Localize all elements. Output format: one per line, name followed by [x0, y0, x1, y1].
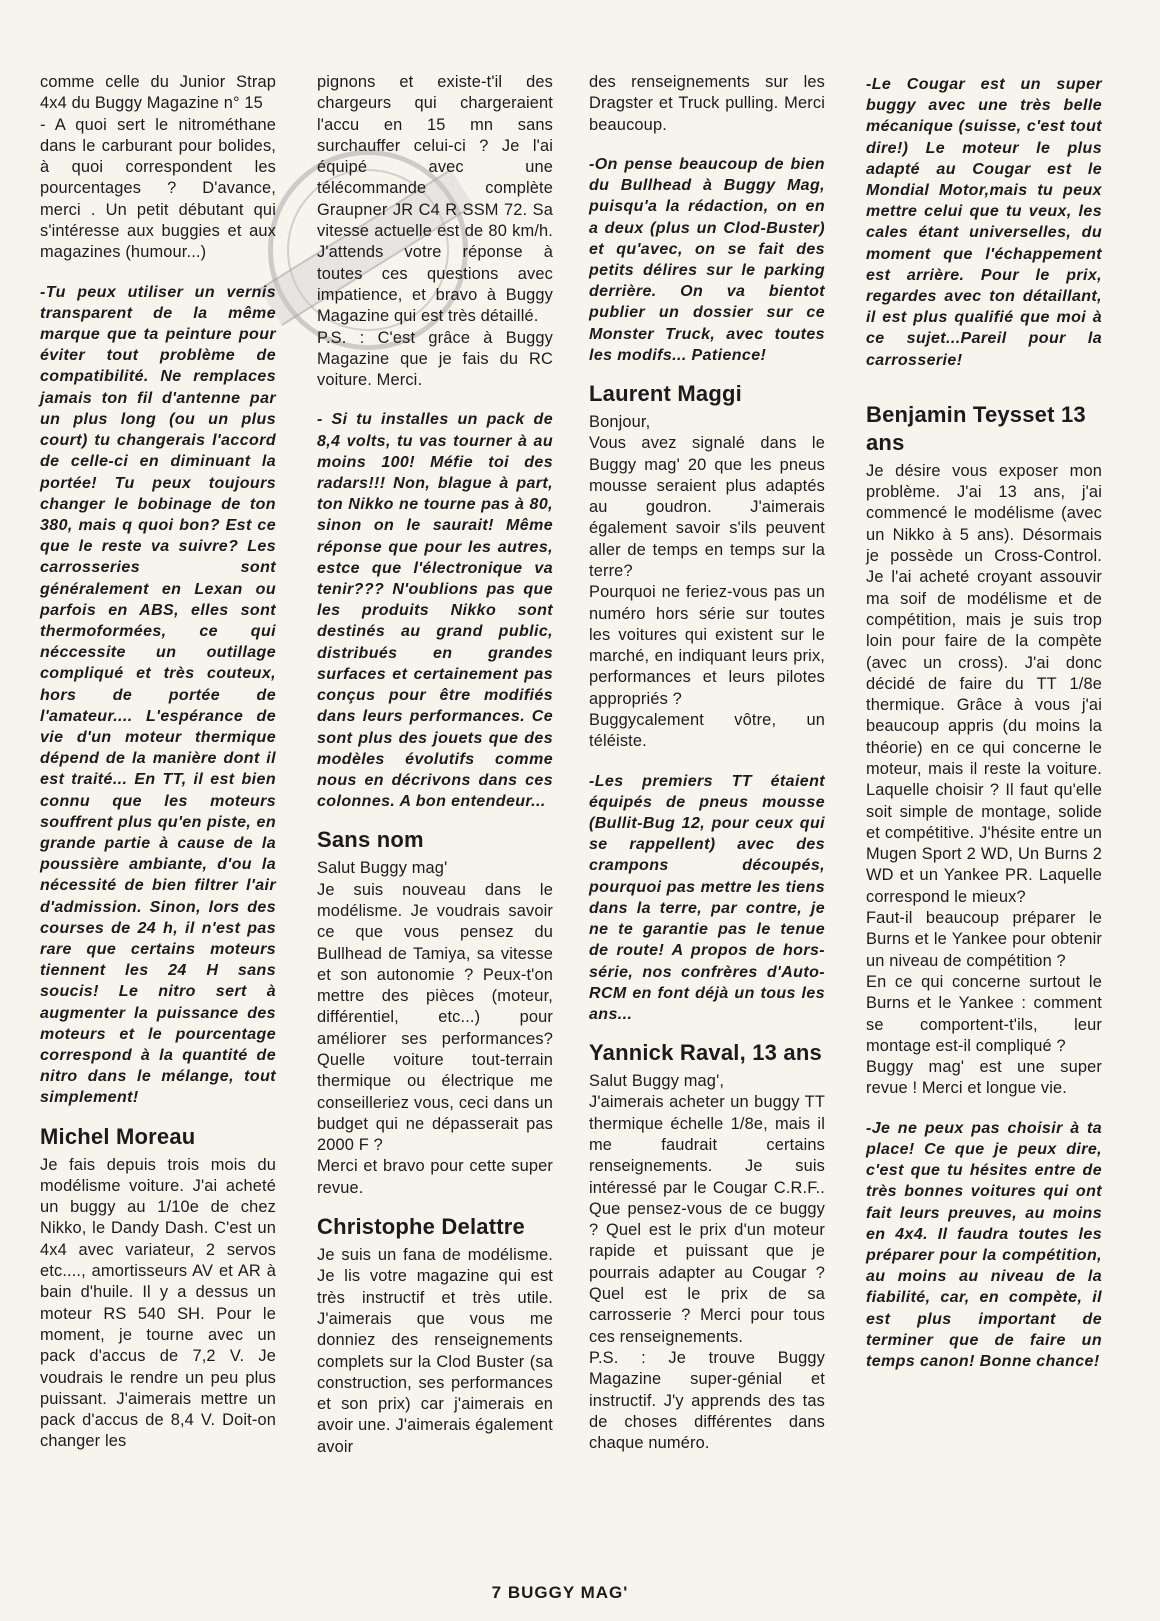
letter-text: J'aimerais acheter un buggy TT thermique échelle 1/8e, mais il me faudrait certains renseignements. Je suis intéressé par le Cougar C.R.F.. Que pensez-vous de ce buggy ? Quel est le prix d'un moteur rapide et puissant que je pourrais adapter au Cougar ? Quel est le prix de sa carrosserie ? Merci pour tous ces renseignements. — [589, 1093, 825, 1346]
letter-text: Vous avez signalé dans le Buggy mag' 20 que les pneus mousse seraient plus adaptés au goudron. J'aimerais également savoir s'ils peuvent aller de temps en temps sur la terre? — [589, 434, 825, 580]
letter-text: Pourquoi ne feriez-vous pas un numéro hors série sur toutes les voitures qui existent sur le marché, en indiquant leurs prix, performances et leurs pilotes appropriés ? — [589, 583, 825, 708]
letter-text: En ce qui concerne surtout le Burns et le Yankee : comment se comportent-t'ils, leur montage est-il compliqué ? — [866, 972, 1102, 1055]
letter-text: - A quoi sert le nitrométhane dans le carburant pour bolides, à quoi correspondent les pourcentages ? D'avance, merci . Un petit débutant qui s'intéresse aux buggies et aux magazines (humour...) — [40, 115, 276, 262]
editor-answer: -Le Cougar est un super buggy avec une très belle mécanique (suisse, c'est tout dire!) Le moteur le plus adapté au Cougar est le Mondial Motor,mais tu peux mettre celui que tu veux, les cales étant universelles, du moment que l'échappement est arrière. Pour le prix, regardes avec ton détaillant, il est plus qualifié que moi à ce sujet...Pareil pour la carrosserie! — [866, 76, 1102, 369]
letter-text: Je désire vous exposer mon problème. J'ai 13 ans, j'ai commencé le modélisme (avec un Nikko à 5 ans). Désormais je possède un Cross-Control. Je l'ai acheté croyant assouvir ma soif de modélisme et de compétition, mais je suis trop loin pour faire de la compète (avec un cross). J'ai donc décidé de faire du TT 1/8e thermique. Grâce à vous j'ai beaucoup appris (du moins la théorie) en ce qui concerne le moteur, mais il reste la voiture. Laquelle choisir ? Il faut qu'elle soit simple de montage, solide et compétitive. J'hésite entre un Mugen Sport 2 WD, Un Burns 2 WD et un Yankee PR. Laquelle correspond le mieux? — [866, 461, 1102, 906]
letter-author-heading: Benjamin Teysset 13 ans — [866, 401, 1086, 455]
letter-author-heading: Laurent Maggi — [589, 380, 742, 406]
letter-postscript: P.S. : Je trouve Buggy Magazine super-génial et instructif. J'y apprends des tas de choses différentes dans chaque numéro. — [589, 1348, 825, 1453]
letter-text: Merci et bravo pour cette super revue. — [317, 1157, 553, 1197]
letter-text: comme celle du Junior Strap 4x4 du Buggy Magazine n° 15 — [40, 73, 276, 113]
column-1 — [40, 72, 276, 1453]
letter-text: pignons et existe-t'il des chargeurs qui chargeraient l'accu en 15 mn sans surchauffer celui-ci ? Je l'ai équipé avec une télécommande complète Graupner JR C4 R SSM 72. Sa vitesse actuelle est de 80 km/h. J'attends votre réponse à toutes ces questions avec impatience, et bravo à Buggy Magazine qui est très détaillé. — [317, 73, 553, 326]
folio-text: 7 BUGGY MAG' — [491, 1583, 629, 1602]
letter-text: Je fais depuis trois mois du modélisme voiture. J'ai acheté un buggy au 1/10e de chez Nikko, le Dandy Dash. C'est un 4x4 avec variateur, 2 servos etc...., amortisseurs AV et AR à bain d'huile. Il y a dessus un moteur RS 540 SH. Pour le moment, je tourne avec un pack d'accus de 7,2 V. Je voudrais le rendre un peu plus puissant. J'aimerais mettre un pack d'accus de 8,4 V. Doit-on changer les — [40, 1155, 276, 1451]
letter-greeting: Salut Buggy mag' — [317, 859, 448, 878]
letter-greeting: Salut Buggy mag', — [589, 1072, 725, 1091]
letter-text: Je suis nouveau dans le modélisme. Je voudrais savoir ce que vous pensez du Bullhead de Tamiya, sa vitesse et son autonomie ? Peux-t'on mettre des pièces (moteur, différentiel, etc...) pour améliorer ses performances? Quelle voiture tout-terrain thermique ou électrique me conseilleriez vous, ceci dans un budget qui ne dépasserait pas 2000 F ? — [317, 880, 553, 1155]
letter-signoff: Buggycalement vôtre, un téléiste. — [589, 711, 825, 751]
editor-answer: -On pense beaucoup de bien du Bullhead à Buggy Mag, puisqu'a la rédaction, on en a deux (plus un Clod-Buster) et qu'avec, on se fait des petits délires sur le parking derrière. On va bientot publier un dossier sur ce Monster Truck, avec toutes les modifs... Patience! — [589, 155, 825, 364]
letter-author-heading: Yannick Raval, 13 ans — [589, 1040, 822, 1066]
editor-answer: -Les premiers TT étaient équipés de pneus mousse (Bullit-Bug 12, pour ceux qui se rappellent) avec des crampons découpés, pourquoi pas mettre les tiens dans la terre, par contre, je ne te garantie pas le tenue de route! A propos de hors-série, nos confrères d'Auto-RCM en font déjà un tous les ans... — [589, 772, 825, 1023]
editor-answer: - Si tu installes un pack de 8,4 volts, tu vas tourner à au moins 100! Méfie toi des radars!!! Non, blague à part, ton Nikko ne tourne pas à 80, sinon on le saurait! Même réponse que pour les autres, estce que l'électronique va tenir??? N'oublions pas que les produits Nikko sont destinés au grand public, distribués en grandes surfaces et certainement pas conçus pour être modifiés dans leurs performances. Ce sont plus des jouets que des modèles évolutifs comme nous en décrivons dans ces colonnes. A bon entendeur... — [317, 411, 553, 811]
column-2 — [317, 72, 553, 1458]
letter-greeting: Bonjour, — [589, 412, 651, 431]
column-3 — [589, 72, 825, 1454]
letter-text: Faut-il beaucoup préparer le Burns et le Yankee pour obtenir un niveau de compétition ? — [866, 909, 1102, 970]
letter-author-heading: Christophe Delattre — [317, 1214, 525, 1240]
letter-signoff: Buggy mag' est une super revue ! Merci et longue vie. — [866, 1058, 1102, 1098]
letter-postscript: P.S. : C'est grâce à Buggy Magazine que je fais du RC voiture. Merci. — [317, 328, 553, 390]
letter-text: Je suis un fana de modélisme. Je lis votre magazine qui est très instructif et très utile. J'aimerais que vous me donniez des renseignements complets sur la Clod Buster (sa construction, ses performances et son prix) car j'aimerais en avoir une. J'aimerais également avoir — [317, 1246, 553, 1456]
editor-answer: -Je ne peux pas choisir à ta place! Ce que je peux dire, c'est que tu hésites entre de très bonnes voitures qui ont fait leurs preuves, au moins en 4x4. Il faudra toutes les préparer pour la compétition, au moins au niveau de la fiabilité, car, en compète, il est plus important de terminer que de faire un temps canon! Bonne chance! — [866, 1119, 1102, 1370]
editor-answer: -Tu peux utiliser un vernis transparent de la même marque que ta peinture pour éviter tout problème de compatibilité. Ne remplaces jamais ton fil d'antenne par un plus long (ou un plus court) tu changerais l'accord de celle-ci en diminuant la portée! Tu peux toujours changer le bobinage de ton 380, mais q quoi bon? Est ce que le reste va suivre? Les carrosseries sont généralement en Lexan ou parfois en ABS, elles sont thermoformées, ce qui néccessite un outillage compliqué et très couteux, hors de portée de l'amateur.... L'espérance de vie d'un moteur thermique dépend de la manière dont il est traité... En TT, il est bien connu que les moteurs souffrent plus qu'en piste, en grande partie à cause de la poussière ambiante, d'ou la nécessité de bien filtrer l'air d'admission. Sinon, lors des courses de 24 h, il n'est pas rare que certains moteurs tiennent les 24 H sans soucis! Le nitro sert à augmenter la puissance des moteurs et le pourcentage correspond à la quantité de nitro dans le mélange, tout simplement! — [40, 283, 276, 1107]
column-4 — [866, 74, 1102, 1372]
letter-author-heading: Sans nom — [317, 827, 424, 853]
letter-author-heading: Michel Moreau — [40, 1123, 196, 1149]
page-folio — [0, 1583, 1160, 1603]
letter-text: des renseignements sur les Dragster et Truck pulling. Merci beaucoup. — [589, 73, 825, 134]
